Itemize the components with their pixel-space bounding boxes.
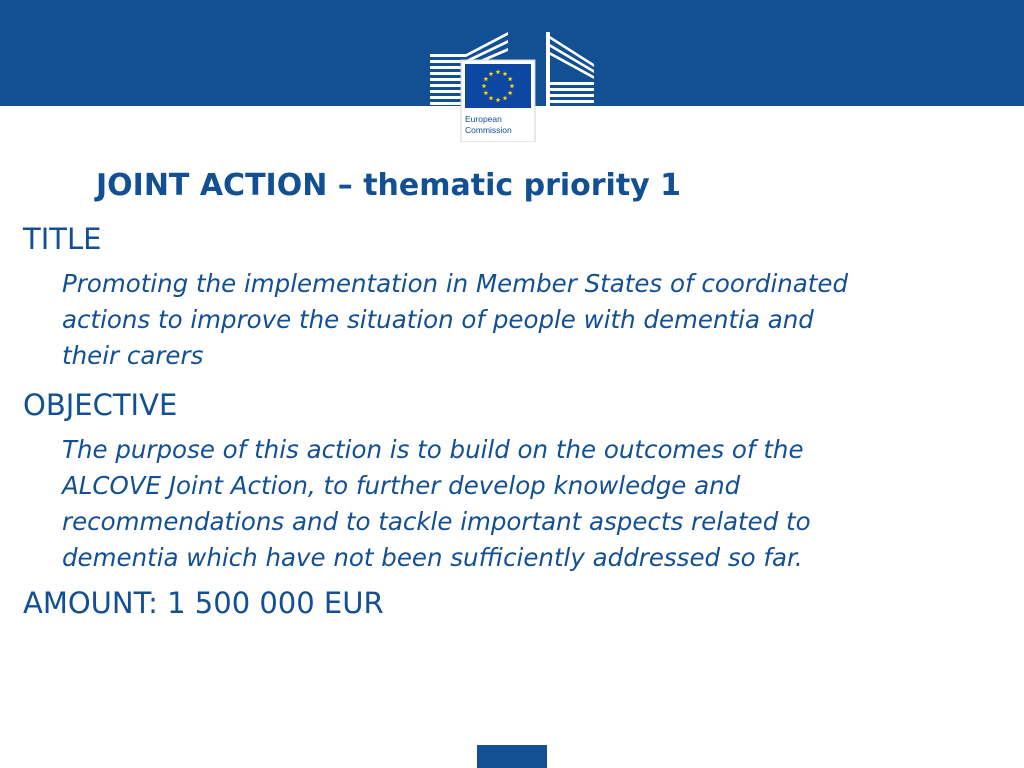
objective-line: The purpose of this action is to build on the outcomes of the (62, 435, 804, 464)
objective-line: recommendations and to tackle important aspects related to (62, 507, 811, 536)
objective-heading: OBJECTIVE (23, 388, 178, 422)
objective-line: dementia which have not been sufficiently addressed so far. (62, 543, 803, 572)
title-line: Promoting the implementation in Member States of coordinated (62, 269, 849, 298)
footer-block (477, 745, 547, 768)
slide-title: JOINT ACTION – thematic priority 1 (96, 168, 682, 203)
title-line: their carers (62, 341, 204, 370)
european-commission-logo (428, 30, 596, 142)
logo-line2: Commission (465, 125, 512, 135)
title-line: actions to improve the situation of people with dementia and (62, 305, 814, 334)
objective-line: ALCOVE Joint Action, to further develop knowledge and (62, 471, 741, 500)
objective-text (62, 432, 992, 576)
logo-line1: European (465, 114, 502, 124)
title-heading: TITLE (23, 222, 102, 256)
amount-text: AMOUNT: 1 500 000 EUR (23, 586, 384, 620)
title-text (62, 266, 992, 374)
building-right-icon (546, 32, 594, 106)
